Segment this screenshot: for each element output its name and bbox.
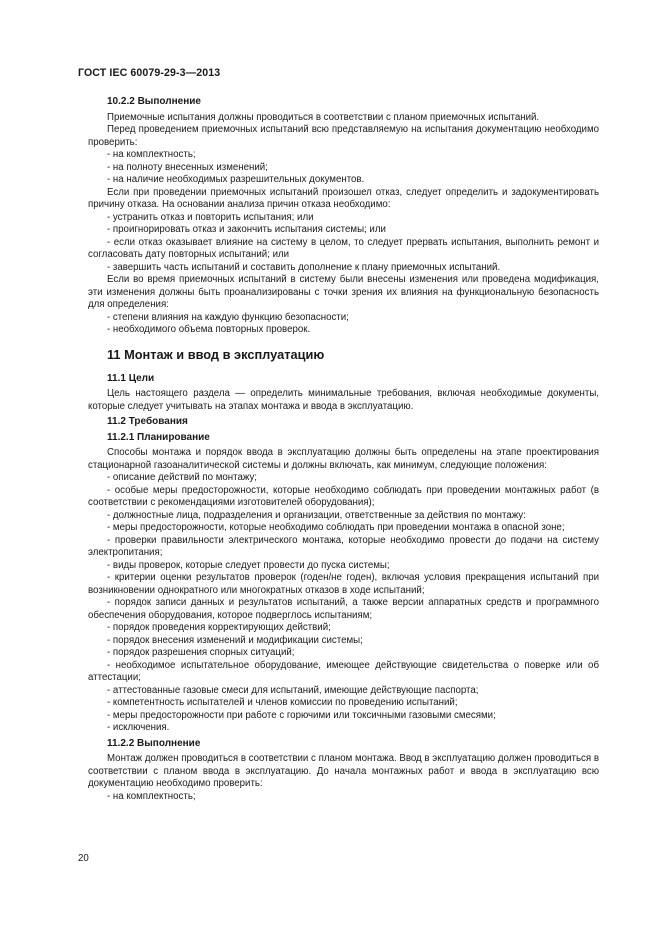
list-item: - порядок записи данных и результатов испытаний, а также версии аппаратных средств и программного обеспечения оборудования, которое подверглось испытаниям; [88,597,599,621]
list-item: - критерии оценки результатов проверок (годен/не годен), включая условия прекращения испытаний при возникновении однократного или многократных отказов в ходе испытаний; [88,572,599,596]
list-item: - должностные лица, подразделения и организации, ответственные за действия по монтажу: [107,509,526,521]
heading-11-1: 11.1 Цели [107,372,155,384]
list-item: - на комплектность; [107,149,196,160]
document-header: ГОСТ IEC 60079-29-3—2013 [78,67,221,79]
paragraph: Способы монтажа и порядок ввода в эксплуатацию должны быть определены на этапе проектирования стационарной газоаналитической системы и должны включать, как минимум, следующие положения: [88,447,599,471]
list-item: - виды проверок, которые следует провести до пуска системы; [107,559,390,571]
list-item: - необходимого объема повторных проверок. [107,324,311,335]
list-item: - порядок внесения изменений и модификации системы; [107,634,363,646]
paragraph: Приемочные испытания должны проводиться в соответствии с планом приемочных испытаний. [107,111,540,123]
list-item: - завершить часть испытаний и составить дополнение к плану приемочных испытаний. [107,261,501,273]
list-item: - описание действий по монтажу; [107,472,257,483]
list-item: - компетентность испытателей и членов комиссии по проведению испытаний; [107,697,458,708]
list-item: - меры предосторожности при работе с горючими или токсичными газовыми смесями; [107,709,496,721]
paragraph: Если во время приемочных испытаний в систему были внесены изменения или проведена модификация, эти изменения должны быть проанализированы с точки зрения их влияния на функциональную безопасность для определения: [88,274,599,310]
paragraph: Перед проведением приемочных испытаний всю представляемую на испытания документацию необходимо проверить: [88,124,599,148]
list-item: - аттестованные газовые смеси для испытаний, имеющие действующие паспорта; [107,684,479,696]
heading-11-2-2: 11.2.2 Выполнение [107,737,201,749]
heading-11: 11 Монтаж и ввод в эксплуатацию [107,346,325,362]
heading-11-2-1: 11.2.1 Планирование [107,431,210,443]
list-item: - необходимое испытательное оборудование, имеющее действующие свидетельства о поверке или об аттестации; [88,659,599,683]
list-item: - особые меры предосторожности, которые необходимо соблюдать при проведении монтажных работ (в соответствии с рекомендациями изготовителей оборудования); [88,484,599,508]
heading-11-2: 11.2 Требования [107,416,188,427]
list-item: - устранить отказ и повторить испытания; или [107,211,314,223]
list-item: - на полноту внесенных изменений; [107,161,268,173]
list-item: - степени влияния на каждую функцию безопасности; [107,311,349,323]
paragraph: Если при проведении приемочных испытаний произошел отказ, следует определить и задокументировать причину отказа. На основании анализа причин отказа необходимо: [88,186,599,210]
list-item: - проигнорировать отказ и закончить испытания системы; или [107,224,386,235]
list-item: - порядок проведения корректирующих действий; [107,622,331,633]
list-item: - на комплектность; [107,790,196,802]
list-item: - если отказ оказывает влияние на систему в целом, то следует прервать испытания, выполнить ремонт и согласовать дату повторных испытаний; или [88,236,599,260]
page-number: 20 [78,853,89,864]
paragraph: Цель настоящего раздела — определить минимальные требования, включая необходимые документы, которые следует учитывать на этапах монтажа и ввода в эксплуатацию. [88,388,599,412]
page-body [88,96,599,803]
list-item: - меры предосторожности, которые необходимо соблюдать при проведении монтажа в опасной зоне; [107,522,565,533]
paragraph: Монтаж должен проводиться в соответствии с планом монтажа. Ввод в эксплуатацию должен проводиться в соответствии с планом ввода в эксплуатацию. До начала монтажных работ и ввода в эксплуатацию всю документацию необходимо проверить: [88,753,599,789]
list-item: - порядок разрешения спорных ситуаций; [107,647,295,658]
list-item: - на наличие необходимых разрешительных документов. [107,174,365,185]
list-item: - исключения. [107,722,170,733]
heading-10-2-2: 10.2.2 Выполнение [107,96,201,107]
list-item: - проверки правильности электрического монтажа, которые необходимо провести до подачи на систему электропитания; [88,534,599,558]
